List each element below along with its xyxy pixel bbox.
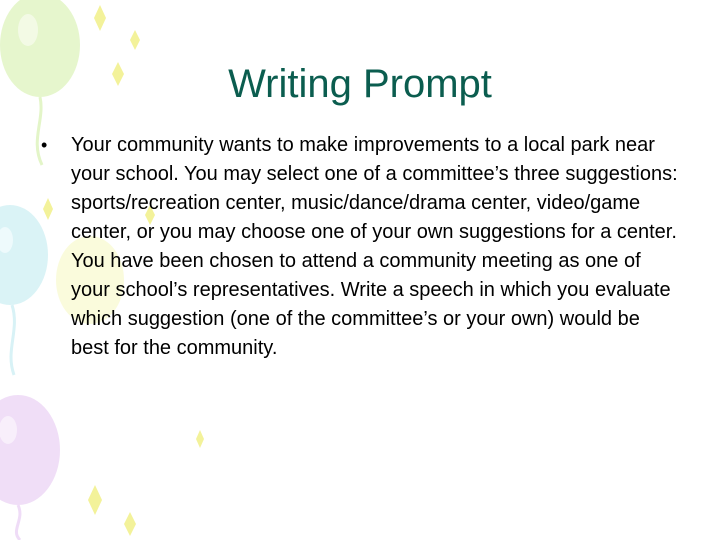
bullet-text: Your community wants to make improvements to a local park near your school. You may select one of a committee’s three suggestions: sports/recreation center, music/dance/drama center, video/game center, or you may choose one of your own suggestions for a center. You have been chosen to attend a community meeting as one of your school’s representatives. Write a speech in which you evaluate which suggestion (one of the committee’s or your own) would be best for the community. [71,134,678,359]
bullet-item [38,131,678,363]
balloon-icon [0,395,60,540]
bullet-icon: • [41,135,48,155]
slide-title: Writing Prompt [228,62,492,106]
slide-body [38,131,678,363]
